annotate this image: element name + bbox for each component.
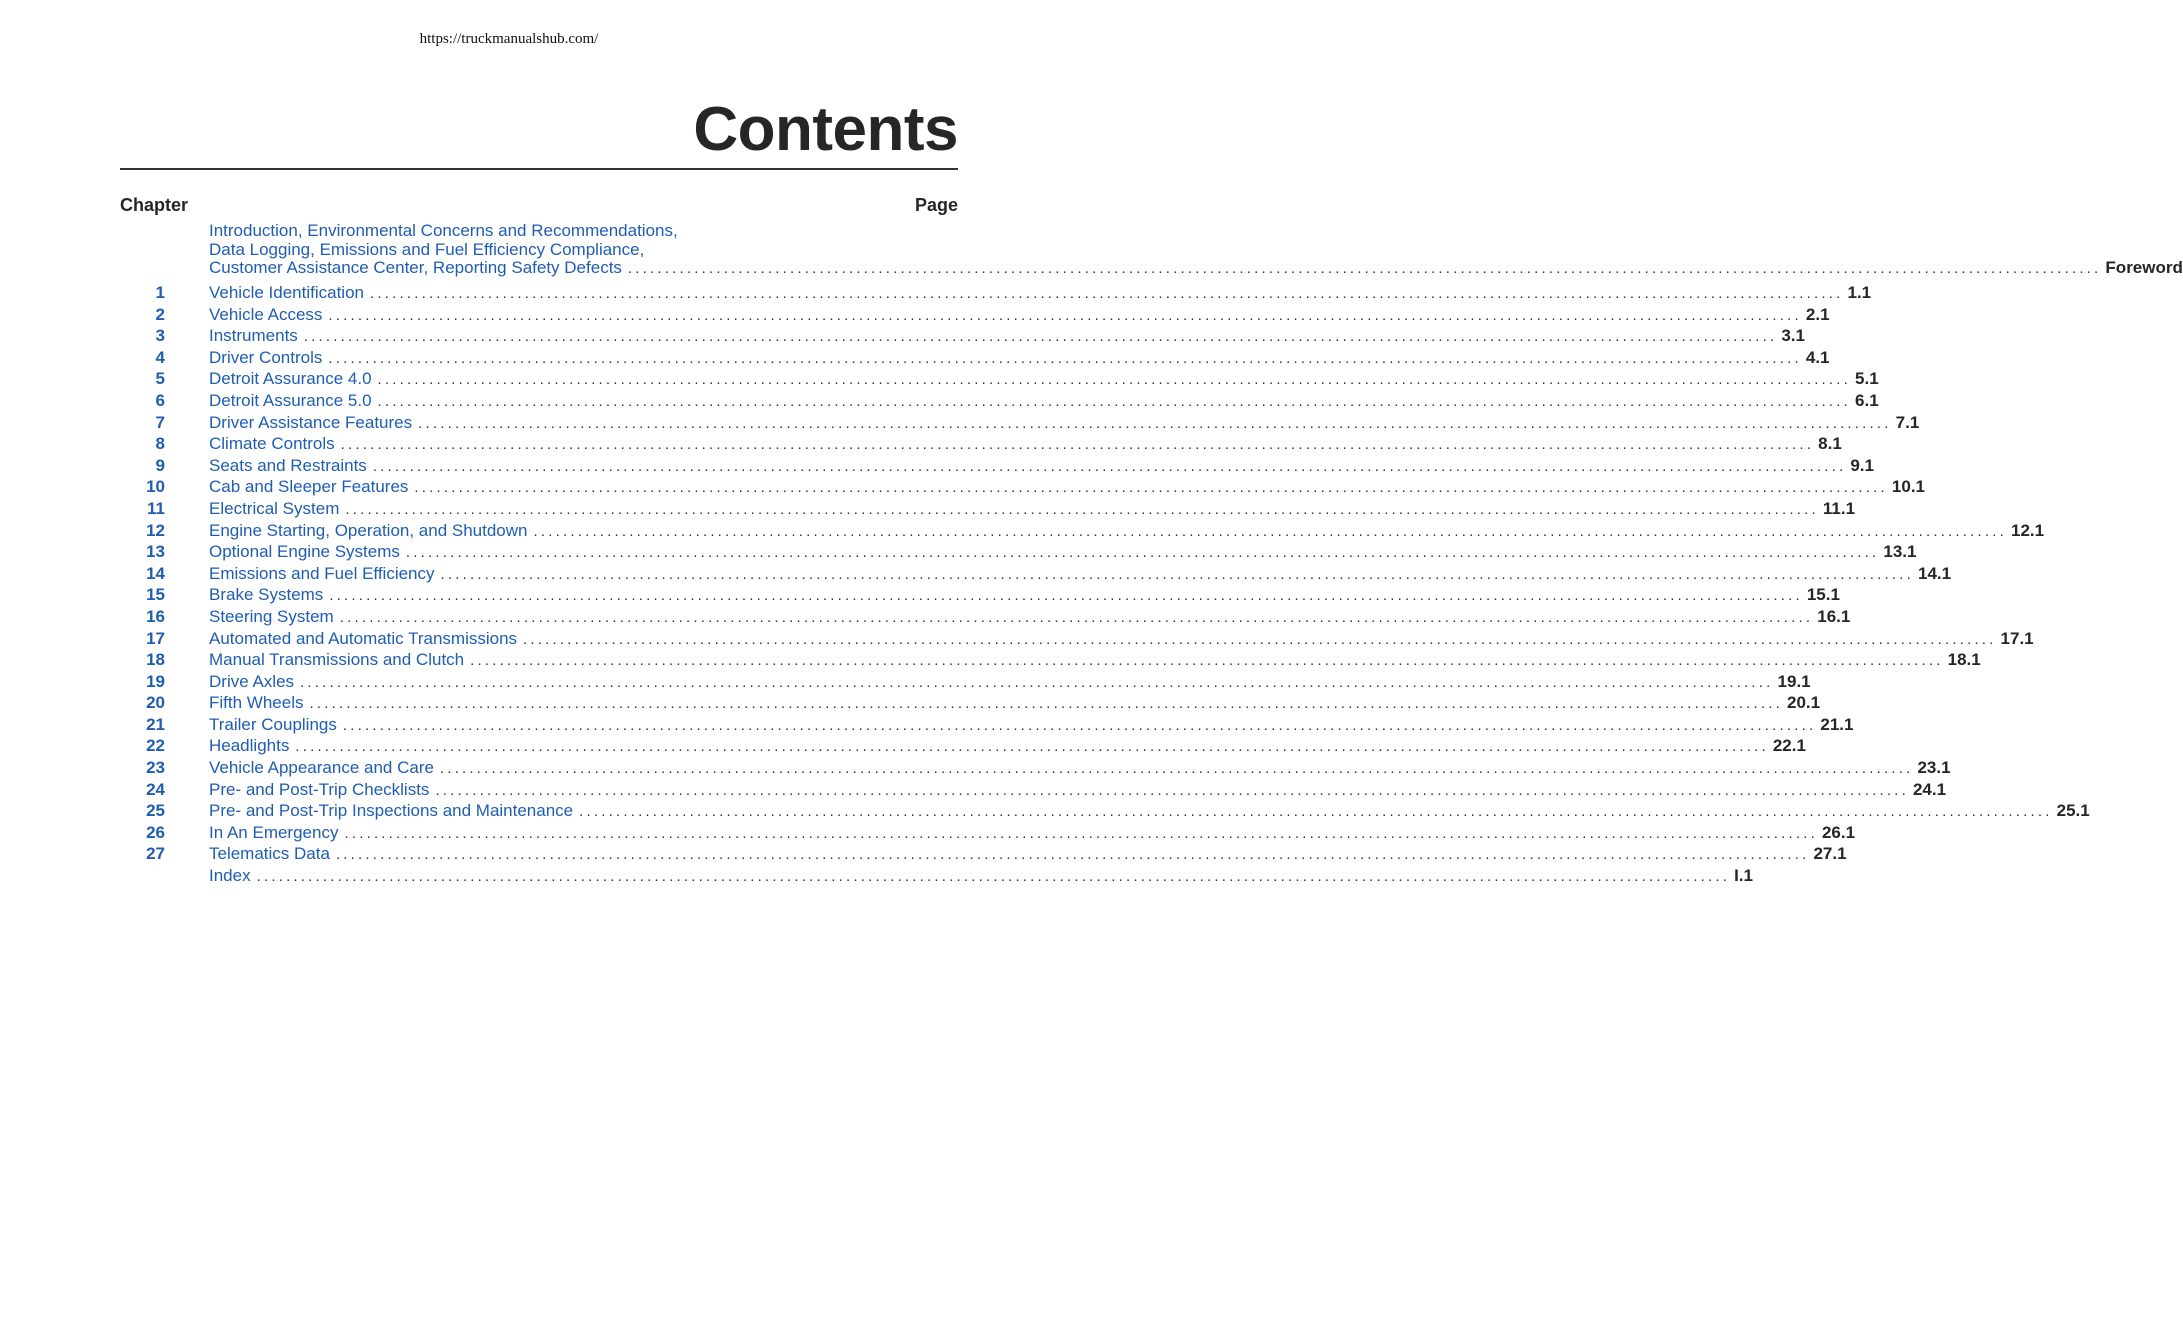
toc-entry[interactable]: [209, 368, 1879, 390]
chapter-number: 22: [146, 736, 165, 756]
chapter-number: 8: [155, 434, 165, 454]
chapter-page: 4.1: [1805, 347, 1830, 367]
chapter-page: 18.1: [1947, 650, 1981, 670]
chapter-title-link[interactable]: Manual Transmissions and Clutch: [209, 650, 465, 670]
chapter-title-link[interactable]: Telematics Data: [209, 844, 330, 864]
toc-entry[interactable]: [209, 757, 1951, 779]
toc-entry[interactable]: [209, 282, 1872, 304]
toc-row[interactable]: [120, 757, 1951, 779]
page-column-header: Page: [914, 195, 958, 215]
chapter-page: 20.1: [1786, 693, 1821, 713]
leader-dots: ........................................................................................................................................................................................................: [300, 673, 1774, 691]
chapter-number: 26: [146, 822, 165, 842]
chapter-number: 16: [146, 606, 165, 626]
toc-entry[interactable]: [209, 347, 1830, 369]
toc-row[interactable]: [120, 412, 1920, 434]
chapter-number: 15: [146, 585, 165, 605]
toc-entry[interactable]: [209, 390, 1879, 412]
chapter-title-link[interactable]: Detroit Assurance 4.0: [209, 369, 372, 389]
chapter-page: 3.1: [1781, 326, 1805, 346]
chapter-number: 3: [155, 326, 165, 346]
toc-entry[interactable]: [209, 584, 1840, 606]
chapter-title-link[interactable]: Trailer Couplings: [209, 714, 337, 734]
chapter-page: I.1: [1734, 866, 1753, 886]
toc-entry[interactable]: [209, 520, 2045, 542]
chapter-title-link[interactable]: Brake Systems: [209, 585, 324, 605]
toc-row[interactable]: [120, 714, 1854, 736]
toc-row[interactable]: [120, 822, 1856, 844]
chapter-number: 12: [146, 520, 165, 540]
chapter-title-link[interactable]: Climate Controls: [209, 434, 335, 454]
toc-entry[interactable]: [209, 714, 1854, 736]
chapter-page: 27.1: [1813, 844, 1847, 864]
chapter-title-link[interactable]: Headlights: [209, 736, 290, 756]
chapter-title-link[interactable]: Instruments: [209, 326, 298, 346]
toc-entry[interactable]: [209, 628, 2034, 650]
chapter-page: 9.1: [1850, 455, 1874, 475]
chapter-column-header: Chapter: [120, 195, 189, 215]
chapter-number: 25: [146, 801, 165, 821]
chapter-page: 25.1: [2056, 801, 2090, 821]
toc-entry[interactable]: [209, 800, 2090, 822]
chapter-title-link[interactable]: Pre- and Post-Trip Inspections and Maintenance: [209, 801, 574, 821]
chapter-number: 2: [155, 304, 165, 324]
chapter-title-link[interactable]: Steering System: [209, 606, 334, 626]
chapter-title-link[interactable]: Pre- and Post-Trip Checklists: [209, 779, 430, 799]
toc-row[interactable]: [120, 628, 2034, 650]
leader-dots: ........................................................................................................................................................................................................: [405, 544, 1880, 562]
toc-entry[interactable]: [209, 649, 1981, 671]
leader-dots: ........................................................................................................................................................................................................: [328, 306, 1802, 324]
leader-dots: ........................................................................................................................................................................................................: [339, 608, 1814, 626]
toc-row[interactable]: [120, 735, 1806, 757]
chapter-title-link[interactable]: Driver Assistance Features: [209, 412, 413, 432]
chapter-title-link[interactable]: Index: [209, 866, 251, 886]
toc-row[interactable]: [120, 498, 1856, 520]
leader-dots: ........................................................................................................................................................................................................: [377, 371, 1852, 389]
toc-entry[interactable]: [209, 735, 1806, 757]
leader-dots: ........................................................................................................................................................................................................: [329, 587, 1803, 605]
intro-line-1[interactable]: Introduction, Environmental Concerns and Recommendations,: [209, 221, 678, 240]
chapter-page: 21.1: [1820, 714, 1854, 734]
chapter-title-link[interactable]: Vehicle Identification: [209, 283, 364, 302]
chapter-page: 17.1: [2000, 628, 2034, 648]
toc-row[interactable]: [120, 433, 1842, 455]
chapter-page: 5.1: [1855, 369, 1879, 389]
chapter-page: 23.1: [1917, 758, 1951, 778]
chapter-number: 4: [155, 347, 165, 367]
chapter-title-link[interactable]: Engine Starting, Operation, and Shutdown: [209, 520, 528, 540]
toc-entry[interactable]: [209, 304, 1830, 326]
toc-entry[interactable]: [209, 822, 1856, 844]
chapter-number: 24: [146, 779, 165, 799]
leader-dots: ........................................................................................................................................................................................................: [342, 716, 1817, 734]
chapter-number: 21: [146, 714, 165, 734]
toc-row[interactable]: [120, 476, 1925, 498]
toc-entry[interactable]: [209, 671, 1811, 693]
intro-line-2[interactable]: Data Logging, Emissions and Fuel Efficiency Compliance,: [209, 240, 645, 259]
toc-row[interactable]: [120, 541, 1917, 563]
chapter-title-link[interactable]: Electrical System: [209, 498, 340, 518]
toc-row[interactable]: [120, 325, 1805, 347]
toc-list: [120, 221, 2183, 887]
chapter-page: 24.1: [1912, 779, 1947, 799]
intro-last-line[interactable]: [209, 257, 2183, 279]
chapter-page: 6.1: [1855, 390, 1879, 410]
toc-entry[interactable]: [209, 692, 1821, 714]
chapter-page: 11.1: [1822, 498, 1856, 518]
leader-dots: ........................................................................................................................................................................................................: [335, 846, 1810, 864]
leader-dots: ........................................................................................................................................................................................................: [627, 260, 2102, 277]
toc-entry[interactable]: [209, 843, 1847, 865]
chapter-title-link[interactable]: Cab and Sleeper Features: [209, 477, 409, 497]
chapter-title-link[interactable]: Seats and Restraints: [209, 455, 367, 475]
leader-dots: ........................................................................................................................................................................................................: [370, 285, 1844, 302]
leader-dots: ........................................................................................................................................................................................................: [533, 522, 2007, 540]
toc-row[interactable]: [120, 584, 1840, 606]
toc-row[interactable]: [120, 606, 1851, 628]
toc-entry[interactable]: [209, 498, 1856, 520]
chapter-page: 26.1: [1821, 822, 1856, 842]
chapter-title-link[interactable]: Vehicle Access: [209, 304, 323, 324]
intro-line-3[interactable]: Customer Assistance Center, Reporting Safety Defects: [209, 258, 622, 277]
chapter-number: 5: [155, 369, 165, 389]
chapter-number: 13: [146, 542, 165, 562]
toc-row[interactable]: [120, 282, 1872, 304]
page-title: Contents: [693, 95, 958, 164]
leader-dots: ........................................................................................................................................................................................................: [344, 824, 1818, 842]
chapter-title-link[interactable]: Driver Controls: [209, 347, 323, 367]
toc-row[interactable]: [120, 843, 1847, 865]
toc-row[interactable]: [120, 649, 1981, 671]
toc-row[interactable]: [120, 692, 1821, 714]
leader-dots: ........................................................................................................................................................................................................: [372, 457, 1847, 475]
toc-entry[interactable]: [209, 476, 1925, 498]
chapter-page: 2.1: [1805, 304, 1830, 324]
leader-dots: ........................................................................................................................................................................................................: [256, 868, 1731, 886]
leader-dots: ........................................................................................................................................................................................................: [579, 803, 2053, 821]
chapter-title-link[interactable]: In An Emergency: [209, 822, 339, 842]
toc-entry[interactable]: [209, 865, 1753, 887]
leader-dots: ........................................................................................................................................................................................................: [418, 414, 1892, 432]
chapter-number: 20: [146, 693, 165, 713]
chapter-page: 16.1: [1817, 606, 1851, 626]
leader-dots: ........................................................................................................................................................................................................: [439, 760, 1914, 778]
chapter-page: 7.1: [1895, 412, 1920, 432]
toc-entry[interactable]: [209, 606, 1851, 628]
leader-dots: ........................................................................................................................................................................................................: [309, 695, 1783, 713]
toc-row[interactable]: [120, 347, 1830, 369]
chapter-number: 11: [147, 498, 165, 518]
chapter-title-link[interactable]: Detroit Assurance 5.0: [209, 390, 372, 410]
toc-row[interactable]: [120, 800, 2090, 822]
chapter-page: 1.1: [1847, 283, 1872, 302]
toc-entry[interactable]: [209, 412, 1920, 434]
chapter-number: 27: [146, 844, 165, 864]
source-url: https://truckmanualshub.com/: [419, 31, 599, 47]
toc-row[interactable]: [120, 671, 1811, 693]
toc-row[interactable]: [120, 368, 1879, 390]
toc-row[interactable]: [120, 779, 1947, 801]
leader-dots: ........................................................................................................................................................................................................: [303, 328, 1778, 346]
chapter-number: 18: [146, 650, 165, 670]
chapter-page: 22.1: [1772, 736, 1806, 756]
toc-row[interactable]: [120, 520, 2045, 542]
leader-dots: ........................................................................................................................................................................................................: [295, 738, 1769, 756]
toc-row[interactable]: [120, 563, 1952, 585]
leader-dots: ........................................................................................................................................................................................................: [377, 392, 1852, 410]
chapter-number: 14: [146, 563, 165, 583]
chapter-page: 14.1: [1918, 563, 1952, 583]
chapter-page: 8.1: [1818, 434, 1842, 454]
leader-dots: ........................................................................................................................................................................................................: [440, 565, 1915, 583]
chapter-number: 17: [146, 628, 165, 648]
chapter-number: 1: [155, 283, 165, 302]
chapter-number: 23: [146, 758, 165, 778]
chapter-title-link[interactable]: Automated and Automatic Transmissions: [209, 628, 518, 648]
toc-entry[interactable]: [209, 455, 1874, 477]
toc-intro-entry[interactable]: [120, 221, 2183, 282]
chapter-number: 9: [155, 455, 165, 475]
chapter-title-link[interactable]: Vehicle Appearance and Care: [209, 758, 434, 778]
toc-entry[interactable]: [209, 433, 1842, 455]
toc-row[interactable]: [120, 390, 1879, 412]
leader-dots: ........................................................................................................................................................................................................: [345, 500, 1819, 518]
toc-row[interactable]: [120, 304, 1830, 326]
leader-dots: ........................................................................................................................................................................................................: [340, 436, 1815, 454]
leader-dots: ........................................................................................................................................................................................................: [435, 781, 1909, 799]
toc-row[interactable]: [120, 455, 1874, 477]
chapter-page: 10.1: [1891, 477, 1925, 497]
intro-page: Foreword: [2105, 258, 2183, 277]
chapter-title-link[interactable]: Optional Engine Systems: [209, 542, 400, 562]
toc-entry[interactable]: [209, 779, 1947, 801]
chapter-number: 7: [155, 412, 165, 432]
chapter-page: 12.1: [2011, 520, 2045, 540]
chapter-number: 10: [146, 477, 165, 497]
toc-row[interactable]: [120, 865, 1753, 887]
chapter-page: 15.1: [1806, 585, 1840, 605]
chapter-page: 13.1: [1883, 542, 1917, 562]
chapter-number: 19: [146, 671, 165, 691]
toc-entry[interactable]: [209, 541, 1917, 563]
leader-dots: ........................................................................................................................................................................................................: [328, 349, 1802, 367]
toc-entry[interactable]: [209, 325, 1805, 347]
chapter-title-link[interactable]: Drive Axles: [209, 671, 295, 691]
leader-dots: ........................................................................................................................................................................................................: [523, 630, 1997, 648]
toc-entry[interactable]: [209, 563, 1952, 585]
leader-dots: ........................................................................................................................................................................................................: [470, 652, 1944, 670]
chapter-title-link[interactable]: Fifth Wheels: [209, 693, 304, 713]
chapter-number: 6: [155, 390, 165, 410]
title-rule: [120, 168, 958, 170]
leader-dots: ........................................................................................................................................................................................................: [414, 479, 1888, 497]
chapter-title-link[interactable]: Emissions and Fuel Efficiency: [209, 563, 435, 583]
chapter-page: 19.1: [1777, 671, 1811, 691]
